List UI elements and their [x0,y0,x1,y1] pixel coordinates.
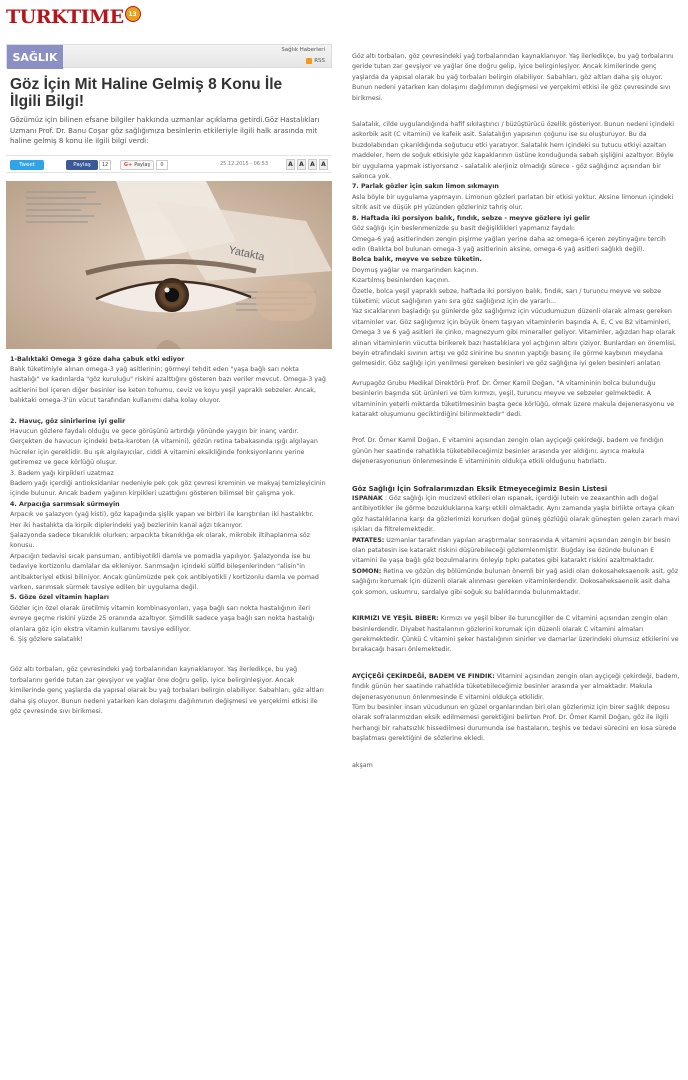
paragraph-label: ISPANAK [352,495,383,503]
rss-label: RSS [314,58,325,64]
spacer [352,104,680,120]
paragraph-label: PATATES: [352,536,385,544]
spacer [352,656,680,672]
paragraph-text: Retina ve gözün dış bölümünde bulunan önemli bir yağ asidi olan dokosaheksaenoik asit, göz sağlığını korumak için düzenli olarak alınması gereken vitaminlerdendir. Dokosaheksaenoik asit daha çok somon, uskumru, sardalye gibi soğuk su balıklarında bulunmaktadır. [352,567,679,596]
paragraph: Avrupagöz Grubu Medikal Direktörü Prof. Dr. Ömer Kamil Doğan, "A vitamininin bolca bulunduğu besinlerin başında süt ürünleri ve tüm kırmızı, yeşil, turuncu meyve ve sebzeler gelmektedir. A vitamininin yeterli miktarda tüketilmesinin başta gece körlüğü, olmak üzere makula dejenerasyonu ve katarakt oluşumunu geciktirdiğini bilinmektedir" dedi. [352,379,675,418]
subsection-heading: Göz Sağlığı İçin Sofralarımızdan Eksik Etmeyeceğimiz Besin Listesi [352,484,608,493]
paragraph-label: KIRMIZI VE YEŞİL BİBER: [352,615,439,623]
paragraph: 6. Şiş gözlere salatalık! [10,636,83,644]
spacer [10,645,330,655]
paragraph: Asla böyle bir uygulama yapmayın. Limonun gözleri parlatan bir etkisi yoktur. Aksine limonun içindeki sitrik asit ve düşük pH yüzünden gözleriniz tahriş olur. [352,193,674,212]
eye-photo-illustration [6,181,332,349]
spacer [10,407,330,417]
logo-badge: 13 [125,6,141,22]
font-size-controls [286,159,328,170]
paragraph: Kızartılmış besinlerden kaçının. [352,277,450,285]
paragraph: Gözler için özel olarak üretilmiş vitamin kombinasyonları, yaşa bağlı sarı nokta hastalığının ileri evreye geçme riskini yüzde 25 oranında azaltıyor. Şimdilik sadece yaşa bağlı sarı nokta hastalığı olanlara göz için ekstra vitamin kullanımı tavsiye ediliyor. [10,604,315,633]
hero-headline-text: Yatakta [227,243,266,264]
category-tab[interactable]: SAĞLIK [7,45,63,69]
section-heading: 4. Arpacığa sarımsak sürmeyin [10,500,120,508]
paragraph: Badem yağı içerdiği antioksidanlar nedeniyle pek çok göz çevresi kreminin ve makyaj temizleyicinin içinde bulunur. Ancak badem yağının kirpikleri uzattığını gösteren bilimsel bir çalışma yok. [10,479,326,498]
paragraph: Omega-6 yağ asitlerinden zengin pişirme yağları yerine daha az omega-6 içeren zeytinyağını tercih edin (Balıkta bol bulunan omega-3 yağ asitlerinin aksine, omega-6 yağ asitleri sağlıklı değil). [352,235,666,253]
paragraph: 3. Badem yağı kirpikleri uzatmaz [10,469,114,477]
spacer [352,420,680,436]
paragraph: Göz sağlığı için beslenmenizde şu basit değişiklikleri yapmanız faydalı: [352,225,576,233]
paragraph-label: AYÇİÇEĞİ ÇEKİRDEĞİ, BADEM VE FINDIK: [352,672,495,680]
paragraph: Tüm bu besinler insan vücudunun en güzel organlarından biri olan gözlerimiz için birer sağlık deposu olarak sofralarımızdan eksik edilmemesi gerektiğini belirten Prof. Dr. Ömer Kamil Doğan, göz ile ilgili herhangi bir rahatsızlık hissedilmesi durumunda ise hastaların, teşhis ve tedavi sürecini en kısa sürede başlatması gerektiğini de sözlerine ekledi. [352,703,677,743]
spacer [352,370,680,379]
paragraph-text: : Göz sağlığı için mucizevî etkileri olan ıspanak, içerdiği lutein ve zeaxanthin adlı doğal antibiyotikler ile görme bozukluklarına karşı etkili olmaktadır. Aynı zamanda yaşla birlikte ortaya çıkan göz hastalıklarına karşı da gözlerimizi korurken doğal güneş gözlüğü olarak güneşten gelen zararlı mavi ışıkları da filtrelemektedir. [352,495,680,534]
site-logo[interactable] [6,4,141,30]
spacer [10,655,330,665]
section-heading: 7. Parlak gözler için sakın limon sıkmayın [352,183,499,191]
spacer [352,598,680,614]
font-size-button[interactable]: A [308,159,317,170]
section-heading: Bolca balık, meyve ve sebze tüketin. [352,256,482,264]
paragraph-text: Kırmızı ve yeşil biber ile turuncgiller de C vitamini açısından zengin olan besinlerdendir. Diyabet hastalarının gözlerini korumak için düzenli olarak C vitamini almaları gerekmektedir. Çünkü C vitamini şeker hastalığının sinirler ve damarlar üzerindeki olumsuz etkilerini ve bırakacağı hasarı önlemektedir. [352,615,679,654]
section-heading: 8. Haftada iki porsiyon balık, fındık, sebze - meyve gözlere iyi gelir [352,214,591,222]
rss-link[interactable] [306,58,325,64]
paragraph: Gerçekten de havucun içindeki beta-karoten (A vitamini), gözün retina tabakasında ışığı algılayan hücreler için gereklidir. Bu ışık algılayıcılar, ciddi A vitamini eksikliğinde fonksiyonlarını yerine getiremez ve gece körlüğü oluşur. [10,438,318,467]
spacer [352,745,680,761]
facebook-share-count: 12 [99,160,111,170]
google-plus-label: Paylaş [134,161,151,168]
google-plus-share-count: 0 [156,160,168,170]
paragraph: Havucun gözlere faydalı olduğu ve gece görüşünü artırdığı yönünde yaygın bir inanç vardır. [10,427,299,435]
labeled-paragraph [352,494,680,536]
article-body-left [10,355,330,718]
spacer [352,468,680,484]
logo-text: TURKTIME [6,6,124,28]
font-size-button[interactable]: A [286,159,295,170]
article-title: Göz İçin Mit Haline Gelmiş 8 Konu İle İlgili Bilgi! [10,76,283,110]
paragraph: Göz altı torbaları, göz çevresindeki yağ torbalarından kaynaklanıyor. Yaş ilerledikçe, bu yağ torbalarını geride tutan zar gevşiyor ve yağlar öne doğru gelip, iyice belirginleşiyor. Ancak kimilerinde genç yaşlarda da yapısal olarak bu yağ torbaları belirgin olabiliyor. Sabahları, göz altları daha şiş oluyor. Bunun nedeni yatarken kan dolaşımı dağılımının değişmesi ve yerçekimi etkisi ile göz çevresinde sıvı birikmesi. [10,666,324,716]
share-bar [6,155,332,173]
labeled-paragraph [352,672,680,703]
paragraph: Özetle, bolca yeşil yapraklı sebze, haftada iki porsiyon balık, fındık, sarı / turuncu meyve ve sebze tüketimi; vücut sağlığının yanı sıra göz sağlığınız için de yararlı... [352,287,662,305]
rss-icon [306,58,312,64]
google-plus-icon: G+ [123,161,133,168]
font-size-button[interactable]: A [319,159,328,170]
paragraph: Prof. Dr. Ömer Kamil Doğan, E vitamini açısından zengin olan ayçiçeği çekirdeği, badem ve fındığın günün her saatinde rahatlıkla tüketebileceğimiz besinler arasında yer aldığını, ayrıca makula dejenerasyonunun önlenmesinde E vitamininin oldukça etkili olduğunu hatırlattı. [352,437,664,466]
category-bar [6,44,332,68]
paragraph: Arpacığın tedavisi sıcak pansuman, antibiyotikli damla ve pomadla yapılıyor. Şalazyonda ise bu tedaviye kortizonlu damlalar da ekleniyor. Sarımsağın içindeki sülfid bileşenlerinden "alisin"in antibakteriyel etkisi biliniyor. Ancak günümüzde pek çok antibiyotikli / kortizonlu damla ve pomad varken, sarımsak sürmek tavsiye edilen bir uygulama değil. [10,552,319,592]
paragraph: Balık tüketimiyle alınan omega-3 yağ asitlerinin; görmeyi tehdit eden "yaşa bağlı sarı nokta hastalığı" ve kadınlarda "göz kuruluğu" riskini azalttığını gösteren bazı veriler mevcut. Omega-3 yağ asitlerini bol içeren diğer besinler ise keten tohumu, ceviz ve koyu yeşil yapraklı sebzeler. Ancak, balıktaki omega-3'ün vücut tarafından kullanımı daha kolay oluyor. [10,365,326,405]
article-left-column [6,44,332,718]
facebook-share-button[interactable]: Paylaş [66,160,98,170]
font-size-button[interactable]: A [297,159,306,170]
section-heading: 2. Havuç, göz sinirlerine iyi gelir [10,417,126,425]
google-plus-share-button[interactable] [120,160,154,170]
labeled-paragraph [352,536,680,567]
paragraph: Her iki hastalıkta da kirpik diplerindeki yağ bezlerinin kanal ağzı tıkanıyor. [10,521,243,529]
article-date: 25.12.2015 - 06:53 [220,160,269,167]
section-heading: 5. Göze özel vitamin hapları [10,594,110,602]
labeled-paragraph [352,614,680,656]
category-sub-link[interactable]: Sağlık Haberleri [281,47,325,53]
paragraph: Arpacık ve şalazyon (yağ kisti), göz kapağında şişlik yapan ve birbiri ile karıştırılan iki hastalıktır. [10,511,314,519]
paragraph: akşam [352,761,373,769]
paragraph: Salatalık, cilde uygulandığında hafif sıkılaştırıcı / büzüştürücü özellik gösteriyor. Bunun nedeni içindeki askorbik asit (C vitamini) ve kafeik asit. Salatalığın yapısının çoğunu ise su oluşturuyor. Bu da buzdolabından çıkarıldığında soğutucu etki yaratıyor. Salatalık hem içindeki su tutucu etkiyi azaltan maddeler, hem de soğuk etkisiyle göz kapaklarının üstüne konduğunda sabah şişliğini azaltıyor. Böyle bir uygulama yapmak istiyorsanız - salatalık alerjiniz olmadığı sürece - göz sağlığınız açısından bir sakınca yok. [352,121,675,181]
article-hero-image [6,181,332,349]
tweet-button[interactable]: Tweet [10,160,44,170]
paragraph: Yaz sıcaklarının başladığı şu günlerde göz sağlığımız için vücudumuzun düzenli olarak alması gereken vitaminler var. Göz sağlığımız için büyük önem taşıyan vitaminlerin başında A, E, C ve B2 vitaminleri, Omega 3 ve 6 yağ asitleri ile çinko, magnezyum gibi mineraller geliyor. Vitaminler, ağızdan hap olarak alınan vitaminlerin vücutta birikerek bazı hastalıklara yol açtığının altını çiziyor. Bunlardan en önemlisi, beyin etrafındaki sıvının artışı ve göz sinirine bu sıvının yaptığı basınç ile görme kaybının meydana gelmesidir. Göz sağlığı için yenilmesi gereken besinleri ve göz sağlığına iyi gelen besinleri anlatan [352,308,676,368]
paragraph-text: Uzmanlar tarafından yapılan araştırmalar sonrasında A vitamini açısından zengin bir besin olan patatesin ise katarakt riskini düşürebileceği gözlemlenmiştir. Buğday ise özünde bulunan E vitamini ile yaşa bağlı göz bozulmalarını önleyip tıpkı patates gibi katarakt riskini azaltmaktadır. [352,536,671,565]
article-body-right [352,52,680,771]
paragraph-text: Vitamini açısından zengin olan ayçiçeği çekirdeği, badem, fındık günün her saatinde rahatlıkla tüketebileceğimiz besinler arasında yer almaktadır. Makula dejenerasyonunun önlenmesinde E vitamini oldukça etkilidir. [352,672,680,701]
labeled-paragraph [352,567,680,598]
article-lead: Gözümüz için bilinen efsane bilgiler hakkında uzmanlar açıklama getirdi.Göz Hastalıkları Uzmanı Prof. Dr. Banu Coşar göz sağlığımıza besinlerin etkileriyle ilgili halk arasında mit haline gelmiş 8 konu ile ilgili bilgi verdi: [10,116,320,145]
paragraph: Şalazyonda sadece tıkanıklık olurken; arpacıkta tıkanıklığa ek olarak, mikrobik iltihaplanma söz konusu. [10,532,311,550]
paragraph: Göz altı torbaları, göz çevresindeki yağ torbalarından kaynaklanıyor. Yaş ilerledikçe, bu yağ torbalarını geride tutan zar gevşiyor ve yağlar öne doğru gelip, iyice belirginleşiyor. Ancak kimilerinde genç yaşlarda da yapısal olarak bu yağ torbaları belirgin olabiliyor. Sabahları, göz altları daha şiş oluyor. Bunun nedeni yatarken kan dolaşımı dağılımının değişmesi ve yerçekimi etkisi ile göz çevresinde sıvı birikmesi. [352,53,674,102]
paragraph-label: SOMON: [352,567,382,575]
section-heading: 1-Balıktaki Omega 3 göze daha çabuk etki ediyor [10,355,185,363]
paragraph: Doymuş yağlar ve margarinden kaçının. [352,266,479,274]
